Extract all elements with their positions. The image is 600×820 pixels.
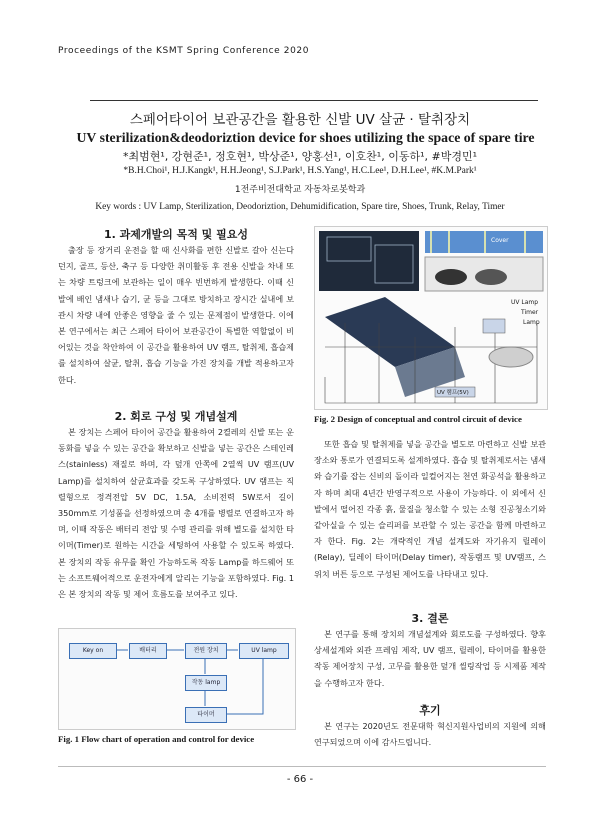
authors-korean: *최범현¹, 강현준¹, 정호현¹, 박상준¹, 양홍선¹, 이호찬¹, 이동하¹, #박경민¹ <box>123 150 477 163</box>
bottom-rule <box>58 766 546 767</box>
figure-2-caption: Fig. 2 Design of conceptual and control circuit of device <box>314 414 522 424</box>
label-cover: Cover <box>491 237 509 244</box>
keywords: Key words : UV Lamp, Sterilization, Deodoriztion, Dehumidification, Spare tire, Shoes, Trunk, Relay, Timer <box>95 202 505 212</box>
authors-english: *B.H.Choi¹, H.J.Kangk¹, H.H.Jeong¹, S.J.Park¹, H.S.Yang¹, H.C.Lee¹, D.H.Lee¹, #K.M.Park¹ <box>123 166 477 176</box>
flow-node-timer: 타이머 <box>185 707 227 723</box>
section-2-title: 2. 회로 구성 및 개념설계 <box>114 410 238 423</box>
conference-header: Proceedings of the KSMT Spring Conference 2020 <box>58 46 310 56</box>
page-number: - 66 - <box>286 774 314 785</box>
top-rule <box>90 100 538 101</box>
section-3-text: 본 연구를 통해 장치의 개념설계와 회로도를 구성하였다. 향후 상세설계와 외관 프레임 제작, UV 램프, 릴레이, 타이머를 활용한 작동 제어장치 구성, 고무를 활용한 덮개 씰링작업 등 시제품 제작을 수행하고자 한다. <box>314 629 546 688</box>
flow-node-key-on: Key on <box>69 643 117 659</box>
flow-node-op-lamp: 작동 lamp <box>185 675 227 691</box>
affiliation: 1전주비전대학교 자동차로봇학과 <box>234 185 366 195</box>
acknowledgement-text: 본 연구는 2020년도 전문대학 혁신지원사업비의 지원에 의해 연구되었으며 이에 감사드립니다. <box>314 721 546 748</box>
figure-1-caption: Fig. 1 Flow chart of operation and control for device <box>58 734 255 744</box>
flow-arrows <box>59 629 295 729</box>
title-english: UV sterilization&deodoriztion device for shoes utilizing the space of spare tire <box>76 130 535 145</box>
section-1-title: 1. 과제개발의 목적 및 필요성 <box>103 228 249 241</box>
label-lamp: Lamp <box>523 319 540 326</box>
flow-node-battery: 배터리 <box>129 643 167 659</box>
section-1-text: 출장 등 장거리 운전을 할 때 신사화를 편한 신발로 갈아 신는다던지, 골프, 등산, 축구 등 다양한 취미활동 후 전용 신발을 차내 또는 차량 트렁크에 보관하는 일이 매우 빈번하게 발생한다. 이때 신발에 배인 냄새나 습기, 균 등을 그대로 방치하고 장시간 실내에 보관시 차량 내에 안좋은 영향을 줄 수 있는 문제점이 발생한다. 이에 본 연구에서는 최근 스페어 타이어 보관공간이 특별한 역할없이 비어있는 것을 착안하여 이 공간을 활용하여 UV 램프, 탈취제, 흡습제를 설치하여 살균, 탈취, 흡습 기능을 가진 장치를 개발 적용하고자 한다. <box>58 245 294 385</box>
label-uv-lamp: UV Lamp <box>511 299 539 306</box>
label-uv-lamp-5v: UV 램프(5V) <box>437 390 469 396</box>
section-3-title: 3. 결론 <box>411 612 449 625</box>
section-2-text: 본 장치는 스페어 타이어 공간을 활용하여 2켤레의 신발 또는 운동화를 넣을 수 있는 공간을 확보하고 신발을 넣는 공간은 스테인레스(stainless) 재질로 하며, 각 덮개 안쪽에 2열씩 UV 램프(UV Lamp)를 설치하여 살균효과를 갖도록 구상하였다. UV 램프는 직렬형으로 정격전압 5V DC, 1.5A, 소비전력 5W로서 길이 350mm로 기성품을 선정하였으며 총 4개를 병렬로 연결하고자 하며, 이때 작동은 배터리 전압 및 수명 관리를 위해 별도를 설치한 타이머(Timer)로 원하는 시간을 세팅하여 사용할 수 있도록 하였다. 본 장치의 작동 유무를 확인 가능하도록 작동 Lamp를 하드웨어 또는 소프트웨어적으로 운전자에게 알리는 기능을 포함하였다. Fig. 1은 본 장치의 작동 및 제어 흐름도를 보여주고 있다. <box>58 427 294 600</box>
flow-node-power: 전원 장치 <box>185 643 227 659</box>
figure-2 <box>314 226 548 410</box>
flow-node-uv-lamp: UV lamp <box>239 643 289 659</box>
acknowledgement-title: 후기 <box>419 704 441 717</box>
figure-1 <box>58 628 296 730</box>
figure-2-drawing <box>315 227 547 409</box>
title-korean: 스페어타이어 보관공간을 활용한 신발 UV 살균 · 탈취장치 <box>129 112 471 128</box>
section-2-text-continued: 또한 흡습 및 탈취제를 넣을 공간을 별도로 마련하고 신발 보관 장소와 통로가 연결되도록 설계하였다. 흡습 및 탈취제로서는 냄새와 습기를 잡는 신비의 돌이라 일컬어지는 천연 화공석을 활용하고자 하며 최대 4년간 반영구적으로 사용이 가능하다. 이 외에서 신발에서 떨어진 각종 흙, 물질을 청소할 수 있는 소형 진공청소기와 같아실을 수 있는 슬리퍼를 보관할 수 있는 공간을 함께 마련하고자 한다. Fig. 2는 개략적인 개념 설계도와 자기유지 릴레이(Relay), 딜레이 타이머(Delay timer), 작동램프 및 UV램프, 스위치 버튼 등으로 구성된 제어도를 나타내고 있다. <box>314 439 546 579</box>
label-timer: Timer <box>521 309 539 316</box>
